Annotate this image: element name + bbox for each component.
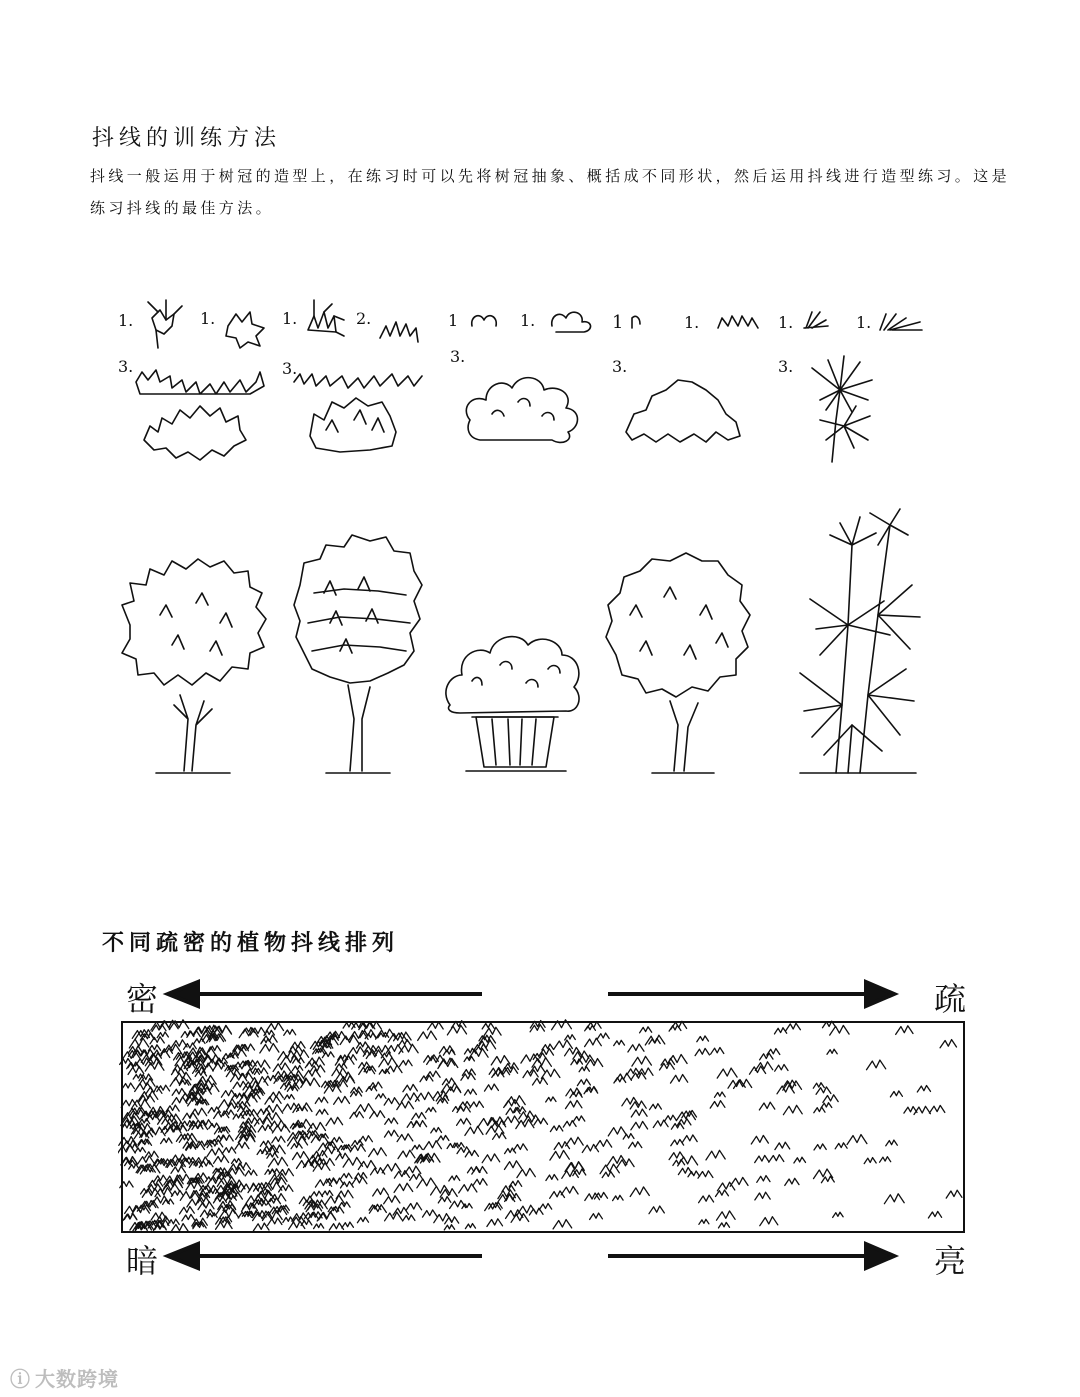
jitter-mark [284, 1029, 296, 1035]
jitter-mark [369, 1082, 382, 1088]
jitter-mark [491, 1056, 510, 1065]
jitter-mark [698, 1171, 713, 1178]
jitter-mark [438, 1135, 449, 1141]
jitter-mark [397, 1101, 414, 1109]
jitter-mark [896, 1026, 913, 1035]
jitter-mark [146, 1127, 165, 1137]
jitter-mark [682, 1135, 697, 1142]
jitter-mark [917, 1086, 930, 1093]
jitter-mark [214, 1156, 229, 1164]
jitter-mark [715, 1092, 726, 1097]
jitter-mark [410, 1174, 423, 1181]
jitter-mark [665, 1115, 677, 1121]
jitter-steps-illustration [100, 290, 980, 480]
step-mark: 1 [612, 312, 624, 333]
step-mark: 1. [282, 309, 298, 328]
jitter-mark [769, 1155, 784, 1163]
jitter-mark [263, 1105, 282, 1115]
jitter-mark [565, 1035, 576, 1040]
jitter-mark [444, 1225, 454, 1230]
jitter-mark [253, 1223, 269, 1231]
density-section-title: 不同疏密的植物抖线排列 [102, 931, 400, 956]
jitter-mark [171, 1166, 185, 1173]
jitter-mark [322, 1191, 333, 1197]
jitter-mark [914, 1106, 930, 1114]
jitter-mark [468, 1167, 481, 1173]
jitter-mark [827, 1049, 837, 1054]
left-arrow-head [168, 982, 198, 1006]
jitter-mark [355, 1104, 375, 1114]
jitter-mark [186, 1141, 204, 1150]
jitter-mark [266, 1023, 283, 1032]
jitter-mark [628, 1044, 644, 1052]
jitter-mark [145, 1151, 158, 1158]
left-arrow-head [168, 1244, 198, 1268]
jitter-mark [269, 1092, 283, 1099]
sparse-label: 疏 [933, 980, 966, 1018]
jitter-mark [269, 1157, 288, 1167]
jitter-mark [629, 1142, 642, 1149]
jitter-mark [434, 1091, 448, 1098]
jitter-mark [533, 1078, 548, 1085]
jitter-mark [864, 1158, 876, 1164]
jitter-mark [760, 1053, 773, 1060]
jitter-mark [370, 1111, 385, 1119]
jitter-mark [719, 1222, 730, 1228]
jitter-mark [519, 1111, 535, 1119]
jitter-mark [406, 1203, 422, 1211]
jitter-mark [357, 1217, 368, 1223]
jitter-mark [288, 1132, 306, 1141]
jitter-mark [182, 1214, 195, 1220]
jitter-mark [413, 1121, 427, 1128]
jitter-mark [503, 1116, 519, 1124]
jitter-mark [585, 1038, 602, 1046]
brightness-arrow-row [120, 1232, 970, 1282]
jitter-mark [577, 1079, 590, 1086]
jitter-mark [775, 1065, 788, 1072]
step-mark: 3. [612, 357, 628, 376]
jitter-mark [157, 1085, 170, 1091]
jitter-mark [884, 1194, 904, 1204]
jitter-mark [697, 1036, 709, 1042]
jitter-mark [172, 1097, 187, 1105]
jitter-mark [717, 1068, 737, 1078]
jitter-mark [283, 1103, 299, 1111]
jitter-mark [222, 1147, 236, 1154]
jitter-mark [214, 1111, 229, 1119]
jitter-mark [465, 1224, 475, 1229]
jitter-mark [613, 1195, 624, 1200]
jitter-mark [886, 1140, 898, 1146]
jitter-mark [122, 1083, 135, 1089]
jitter-mark [428, 1022, 444, 1030]
jitter-mark [546, 1097, 556, 1102]
jitter-mark [631, 1121, 648, 1129]
jitter-mark [358, 1161, 376, 1170]
jitter-mark [384, 1196, 400, 1204]
jitter-mark [940, 1040, 956, 1048]
jitter-mark [417, 1178, 437, 1188]
jitter-mark [235, 1142, 249, 1149]
jitter-mark [399, 1044, 418, 1054]
step-mark: 1. [520, 311, 536, 330]
jitter-mark [755, 1155, 769, 1162]
jitter-mark [293, 1103, 312, 1113]
jitter-mark [487, 1219, 503, 1227]
jitter-mark [890, 1091, 902, 1097]
jitter-mark [814, 1144, 826, 1150]
density-gradient-strip [118, 1016, 970, 1238]
step-group-5 [778, 312, 922, 462]
jitter-mark [198, 1202, 214, 1210]
step-mark: 3. [450, 347, 466, 366]
jitter-mark [590, 1213, 603, 1219]
jitter-mark [833, 1212, 843, 1217]
jitter-mark [334, 1096, 350, 1104]
jitter-mark [376, 1094, 386, 1099]
jitter-mark [465, 1150, 478, 1157]
jitter-mark [326, 1117, 343, 1125]
jitter-mark [385, 1130, 399, 1137]
jitter-mark [835, 1143, 847, 1149]
jitter-mark [315, 1097, 328, 1103]
density-arrows [120, 970, 970, 1020]
jitter-mark [760, 1217, 778, 1226]
jitter-mark [775, 1142, 790, 1149]
jitter-mark [412, 1145, 423, 1150]
step-mark: 1 [448, 311, 459, 330]
step-mark: 1. [856, 313, 872, 332]
jitter-mark [550, 1191, 565, 1198]
jitter-mark [394, 1171, 409, 1179]
jitter-mark [816, 1087, 831, 1094]
jitter-mark [751, 1135, 768, 1144]
jitter-mark [400, 1060, 413, 1066]
dark-label: 暗 [126, 1242, 159, 1280]
jitter-mark [755, 1192, 770, 1200]
jitter-mark [755, 1062, 772, 1071]
jitter-mark [369, 1148, 387, 1157]
jitter-mark [431, 1128, 442, 1133]
jitter-mark [273, 1063, 290, 1072]
jitter-mark [880, 1157, 891, 1163]
jitter-mark [671, 1139, 684, 1145]
step-mark: 1. [200, 309, 216, 328]
jitter-mark [730, 1177, 748, 1186]
jitter-mark [265, 1096, 281, 1104]
jitter-mark [418, 1031, 437, 1040]
jitter-mark [631, 1109, 647, 1117]
jitter-mark [397, 1134, 413, 1142]
jitter-mark [546, 1175, 558, 1181]
jitter-mark [272, 1124, 289, 1133]
jitter-mark [245, 1170, 257, 1176]
jitter-mark [632, 1056, 652, 1066]
jitter-mark [502, 1185, 515, 1192]
step-mark: 3. [118, 357, 134, 376]
jitter-mark [161, 1138, 172, 1144]
jitter-mark [786, 1023, 800, 1030]
jitter-mark [216, 1135, 227, 1141]
jitter-mark [706, 1150, 725, 1160]
jitter-mark [830, 1025, 849, 1035]
jitter-mark [640, 1027, 652, 1033]
jitter-mark [623, 1134, 634, 1140]
jitter-mark [473, 1179, 487, 1186]
jitter-mark [783, 1081, 802, 1090]
jitter-mark [513, 1144, 527, 1151]
jitter-mark [653, 1120, 668, 1127]
light-label: 亮 [933, 1242, 966, 1280]
jitter-mark [616, 1073, 632, 1081]
jitter-mark [447, 1025, 466, 1035]
jitter-mark [695, 1048, 709, 1055]
jitter-mark [157, 1032, 168, 1038]
density-arrow-row [120, 970, 970, 1020]
step-group-1 [118, 300, 264, 460]
step-group-2 [282, 300, 422, 452]
tree-illustrations [100, 505, 980, 790]
jitter-mark [384, 1098, 399, 1105]
jitter-mark [561, 1186, 578, 1194]
jitter-mark [637, 1068, 653, 1076]
jitter-mark [759, 1102, 774, 1110]
jitter-mark [550, 1150, 569, 1160]
step-mark: 2. [356, 309, 372, 328]
jitter-mark [482, 1154, 500, 1163]
jitter-mark [608, 1127, 626, 1136]
layered-tree-icon [294, 535, 422, 773]
intro-paragraph: 抖线一般运用于树冠的造型上，在练习时可以先将树冠抽象、概括成不同形状，然后运用抖线进行造型练习。这是练习抖线的最佳方法。 [90, 167, 1011, 217]
jitter-mark [292, 1066, 302, 1071]
jitter-mark [272, 1136, 285, 1143]
jitter-mark [124, 1213, 136, 1219]
jitter-mark [459, 1184, 477, 1193]
jitter-mark [373, 1188, 389, 1196]
dense-label: 密 [126, 980, 159, 1018]
jitter-mark [131, 1099, 150, 1108]
jitter-mark [351, 1087, 363, 1093]
jitter-mark [717, 1211, 736, 1220]
jitter-mark [671, 1075, 688, 1084]
step-mark: 3. [282, 359, 298, 378]
jitter-mark [403, 1084, 418, 1091]
jitter-mark [699, 1219, 709, 1224]
jitter-mark [268, 1218, 282, 1225]
jitter-mark [427, 1055, 446, 1064]
jitter-mark [645, 1035, 665, 1045]
jitter-mark [316, 1109, 328, 1115]
jitter-mark [505, 1161, 522, 1170]
jitter-mark [563, 1121, 576, 1128]
jitter-mark [311, 1191, 323, 1197]
jitter-mark [517, 1168, 535, 1177]
step-mark: 1. [118, 311, 134, 330]
jitter-mark [399, 1040, 411, 1046]
jitter-mark [597, 1033, 609, 1039]
jitter-mark [710, 1101, 725, 1108]
step-group-4 [612, 312, 758, 442]
jitter-mark [539, 1204, 551, 1210]
jitter-mark [783, 1105, 802, 1114]
jitter-mark [394, 1183, 413, 1192]
jitter-mark [332, 1068, 347, 1076]
right-arrow-head [866, 1244, 894, 1268]
jitter-mark [293, 1152, 309, 1160]
right-arrow-head [866, 982, 894, 1006]
jitter-mark [534, 1118, 548, 1125]
jitter-mark [343, 1157, 362, 1167]
watermark-logo-icon: ⓘ [10, 1367, 31, 1391]
jitter-mark [867, 1060, 886, 1070]
jitter-mark [284, 1095, 294, 1100]
jitter-mark [449, 1176, 460, 1182]
jitter-mark [699, 1195, 714, 1203]
jitter-mark [260, 1044, 279, 1054]
jitter-mark [823, 1095, 838, 1103]
palm-plant-icon [800, 509, 920, 773]
jitter-mark [412, 1113, 426, 1120]
jitter-mark [485, 1084, 499, 1091]
jitter-mark [403, 1215, 415, 1221]
jitter-mark [385, 1118, 398, 1124]
jitter-mark [128, 1067, 144, 1075]
jitter-mark [460, 1102, 470, 1107]
jitter-mark [385, 1212, 402, 1221]
jitter-mark [614, 1040, 625, 1045]
step-mark: 1. [778, 313, 794, 332]
jitter-mark [219, 1209, 239, 1219]
jitter-mark [314, 1224, 324, 1229]
jitter-mark [602, 1172, 614, 1178]
jitter-mark [207, 1148, 224, 1157]
jitter-mark [579, 1067, 589, 1072]
step-mark: 3. [778, 357, 794, 376]
jitter-mark [553, 1220, 572, 1229]
deciduous-tree-icon [122, 559, 266, 773]
jitter-mark [352, 1177, 367, 1184]
step-mark: 1. [684, 313, 700, 332]
jitter-mark [678, 1156, 698, 1166]
potted-shrub-icon [446, 637, 579, 771]
jitter-mark [821, 1103, 832, 1108]
jitter-mark [379, 1058, 398, 1067]
jitter-mark [649, 1206, 664, 1214]
jitter-mark [814, 1107, 825, 1113]
jitter-mark [630, 1187, 649, 1197]
step-group-3 [448, 311, 591, 442]
jitter-mark [260, 1141, 271, 1147]
jitter-mark [550, 1125, 562, 1131]
jitter-mark [529, 1208, 543, 1215]
jitter-mark [226, 1069, 241, 1076]
jitter-mark [847, 1135, 867, 1145]
jitter-mark [445, 1217, 459, 1224]
jitter-mark [929, 1105, 944, 1113]
jitter-mark [813, 1083, 824, 1089]
watermark [10, 1363, 119, 1392]
jitter-mark [336, 1063, 347, 1068]
jitter-mark [928, 1211, 941, 1218]
jitter-mark [442, 1078, 455, 1085]
jitter-mark [291, 1143, 302, 1149]
jitter-mark [261, 1035, 277, 1043]
jitter-mark [135, 1147, 146, 1152]
jitter-mark [566, 1100, 582, 1108]
section-title: 抖线的训练方法 [92, 126, 282, 151]
jitter-mark [292, 1050, 309, 1058]
jitter-mark [688, 1171, 700, 1177]
jitter-mark [711, 1048, 724, 1055]
jitter-mark [350, 1112, 364, 1119]
jitter-mark [465, 1126, 483, 1135]
jitter-mark [398, 1150, 415, 1158]
jitter-mark [566, 1137, 584, 1146]
jitter-mark [267, 1153, 278, 1159]
jitter-mark [423, 1210, 437, 1217]
jitter-mark [424, 1141, 442, 1150]
jitter-mark [794, 1157, 806, 1163]
jitter-mark [470, 1101, 484, 1108]
jitter-mark [573, 1116, 585, 1122]
watermark-text: 大数跨境 [35, 1367, 119, 1391]
jitter-mark [154, 1175, 167, 1182]
jitter-mark [465, 1089, 477, 1095]
jitter-mark [571, 1059, 583, 1065]
jitter-mark [457, 1118, 471, 1125]
jitter-mark [341, 1173, 352, 1179]
jitter-mark [121, 1100, 137, 1108]
jitter-mark [482, 1023, 494, 1029]
jitter-mark [595, 1140, 612, 1148]
jitter-mark [785, 1178, 799, 1185]
jitter-mark [336, 1190, 353, 1198]
jitter-mark [650, 1104, 662, 1110]
jitter-mark [775, 1028, 787, 1034]
jitter-mark [342, 1222, 354, 1228]
jitter-mark [252, 1060, 270, 1069]
jitter-mark [946, 1190, 962, 1198]
brightness-arrows [120, 1232, 970, 1282]
round-tree-icon [606, 553, 750, 773]
jitter-mark [336, 1153, 349, 1160]
jitter-mark [757, 1176, 770, 1183]
jitter-mark [329, 1223, 343, 1230]
jitter-mark [426, 1107, 436, 1112]
